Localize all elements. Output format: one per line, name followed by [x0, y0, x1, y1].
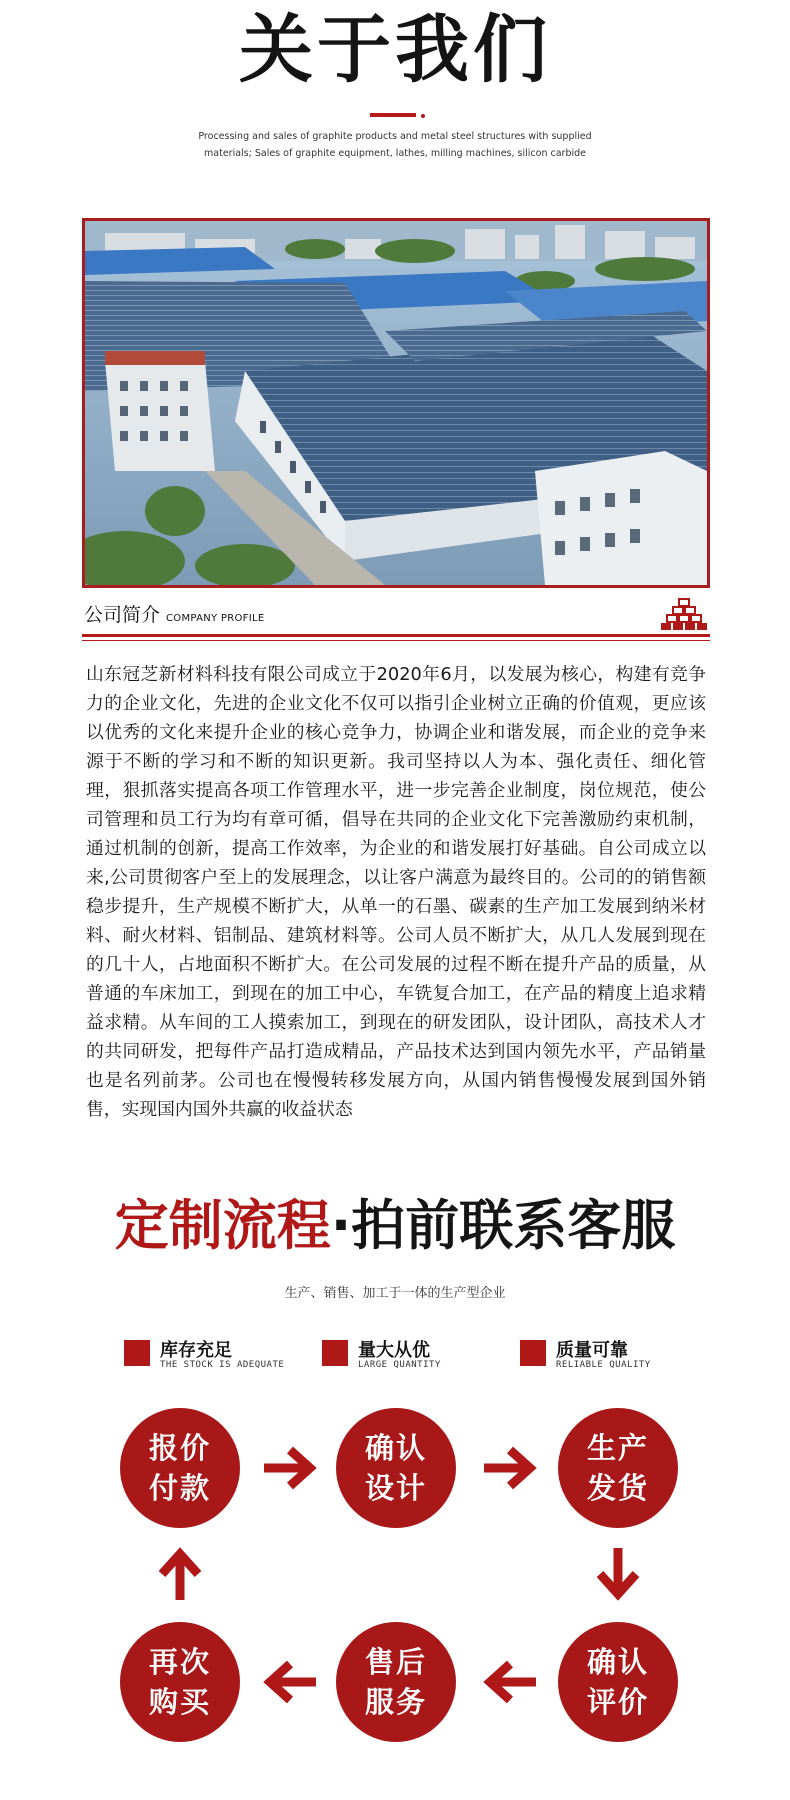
page-title: 关于我们 [239, 7, 551, 93]
feature-label-en: THE STOCK IS ADEQUATE [160, 1360, 285, 1370]
arrow-right-icon [260, 1444, 320, 1492]
title-divider [370, 113, 416, 117]
step-line-2: 付款 [148, 1471, 211, 1505]
step-confirm-review [558, 1622, 678, 1742]
step-line-1: 再次 [148, 1645, 211, 1679]
flow-title [0, 1186, 790, 1266]
arrow-right-icon [480, 1444, 540, 1492]
step-after-sales [336, 1622, 456, 1742]
step-line-1: 报价 [148, 1431, 211, 1465]
step-line-2: 购买 [148, 1685, 211, 1719]
feature-label-en: RELIABLE QUALITY [556, 1360, 651, 1370]
flow-title-red: 定制流程 [114, 1194, 331, 1257]
step-line-1: 生产 [586, 1431, 649, 1465]
profile-label-zh: 公司简介 [84, 604, 161, 626]
profile-divider [82, 634, 710, 637]
subtitle-line-1: Processing and sales of graphite products and metal steel structures with supplied [198, 131, 592, 142]
pyramid-icon [661, 597, 707, 631]
feature-label-en: LARGE QUANTITY [358, 1360, 441, 1370]
subtitle-line-2: materials; Sales of graphite equipment, lathes, milling machines, silicon carbide [204, 148, 586, 159]
feature-label-zh: 库存充足 [160, 1340, 232, 1361]
factory-aerial-illustration [85, 221, 707, 585]
feature-label-zh: 质量可靠 [556, 1340, 628, 1361]
step-repurchase [120, 1622, 240, 1742]
profile-heading [84, 600, 264, 627]
step-line-2: 评价 [586, 1685, 649, 1719]
step-quote-payment [120, 1408, 240, 1528]
step-confirm-design [336, 1408, 456, 1528]
flow-subtitle: 生产、销售、加工于一体的生产型企业 [284, 1286, 506, 1301]
arrow-left-icon [260, 1658, 320, 1706]
profile-divider-thin [82, 640, 710, 641]
arrow-left-icon [480, 1658, 540, 1706]
step-production-shipping [558, 1408, 678, 1528]
step-line-1: 确认 [364, 1431, 427, 1465]
profile-label-en: COMPANY PROFILE [166, 613, 265, 624]
title-divider-dot [421, 114, 425, 118]
factory-photo [82, 218, 710, 588]
flow-title-dark: ·拍前联系客服 [330, 1194, 676, 1257]
company-introduction: 山东冠芝新材料科技有限公司成立于2020年6月，以发展为核心，构建有竞争力的企业文化，先进的企业文化不仅可以指引企业树立正确的价值观，更应该以优秀的文化来提升企业的核心竞争力，协调企业和谐发展，而企业的竞争来源于不断的学习和不断的知识更新。我司坚持以人为本、强化责任、细化管理，狠抓落实提高各项工作管理水平，进一步完善企业制度，岗位规范，使公司管理和员工行为均有章可循，倡导在共同的企业文化下完善激励约束机制，通过机制的创新，提高工作效率，为企业的和谐发展打好基础。自公司成立以来,公司贯彻客户至上的发展理念，以让客户满意为最终目的。公司的的销售额稳步提升，生产规模不断扩大，从单一的石墨、碳素的生产加工发展到纳米材料、耐火材料、铝制品、建筑材料等。公司人员不断扩大，从几人发展到现在的几十人，占地面积不断扩大。在公司发展的过程不断在提升产品的质量，从普通的车床加工，到现在的加工中心，车铣复合加工，在产品的精度上追求精益求精。从车间的工人摸索加工，到现在的研发团队，设计团队，高技术人才的共同研发，把每件产品打造成精品，产品技术达到国内领先水平，产品销量也是名列前茅。公司也在慢慢转移发展方向，从国内销售慢慢发展到国外销售，实现国内国外共赢的收益状态 [86, 664, 706, 1120]
arrow-down-icon [594, 1544, 642, 1604]
step-line-2: 设计 [364, 1471, 427, 1505]
arrow-up-icon [156, 1544, 204, 1604]
feature-square-icon [520, 1340, 546, 1366]
page-subtitle [180, 128, 610, 162]
feature-label-zh: 量大从优 [358, 1340, 430, 1361]
step-line-2: 服务 [364, 1685, 427, 1719]
step-line-2: 发货 [586, 1471, 649, 1505]
feature-square-icon [124, 1340, 150, 1366]
step-line-1: 确认 [586, 1645, 649, 1679]
step-line-1: 售后 [364, 1645, 427, 1679]
feature-square-icon [322, 1340, 348, 1366]
